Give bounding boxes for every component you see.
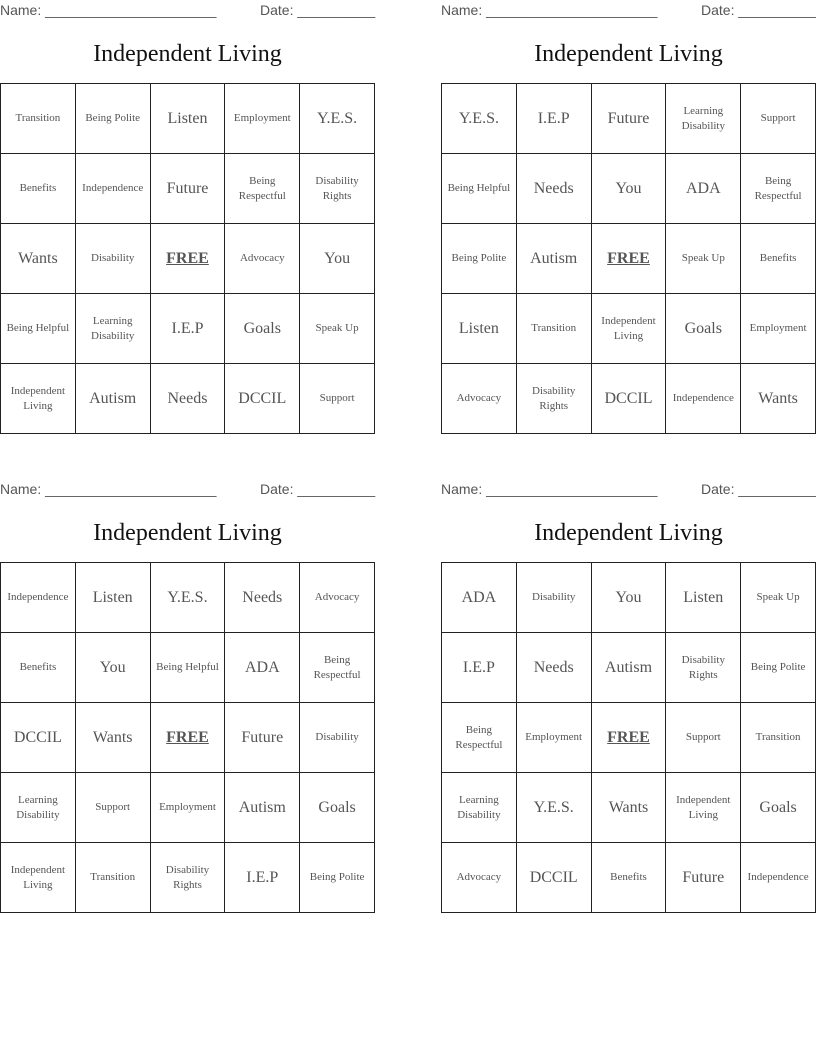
bingo-cell: Advocacy (442, 364, 517, 434)
bingo-cell: Being Respectful (300, 633, 375, 703)
bingo-cell: Autism (225, 773, 300, 843)
card-title: Independent Living (534, 520, 723, 546)
bingo-cell: Employment (151, 773, 226, 843)
bingo-cell: Speak Up (741, 563, 816, 633)
bingo-cell: Future (592, 84, 667, 154)
bingo-cell: Learning Disability (76, 294, 151, 364)
bingo-cell: Independent Living (1, 364, 76, 434)
bingo-cell: Goals (666, 294, 741, 364)
bingo-cell: ADA (225, 633, 300, 703)
bingo-cell: Learning Disability (666, 84, 741, 154)
bingo-cell: Disability Rights (151, 843, 226, 913)
name-field-label: Name: ______________________ (441, 2, 658, 18)
bingo-cell: Y.E.S. (442, 84, 517, 154)
bingo-card (0, 479, 376, 891)
bingo-cell: Benefits (592, 843, 667, 913)
bingo-card (0, 0, 376, 412)
name-date-row (441, 0, 816, 22)
name-date-row (441, 479, 816, 501)
bingo-cell: Needs (225, 563, 300, 633)
bingo-cell: Independent Living (1, 843, 76, 913)
bingo-cell: DCCIL (225, 364, 300, 434)
bingo-cell: I.E.P (151, 294, 226, 364)
bingo-cell: DCCIL (1, 703, 76, 773)
bingo-cell: Goals (300, 773, 375, 843)
bingo-cell: Employment (741, 294, 816, 364)
bingo-cell: Future (151, 154, 226, 224)
bingo-cell: Speak Up (666, 224, 741, 294)
date-field-label: Date: __________ (701, 481, 816, 497)
bingo-cell: Needs (151, 364, 226, 434)
bingo-cell: I.E.P (517, 84, 592, 154)
bingo-cell: Needs (517, 154, 592, 224)
name-field-label: Name: ______________________ (441, 481, 658, 497)
bingo-cell: Being Polite (300, 843, 375, 913)
bingo-cell: Disability Rights (666, 633, 741, 703)
bingo-cell: Transition (1, 84, 76, 154)
bingo-cell: Autism (517, 224, 592, 294)
free-space-cell: FREE (592, 224, 667, 294)
bingo-cell: Being Respectful (741, 154, 816, 224)
bingo-cell: Being Helpful (1, 294, 76, 364)
bingo-cell: Speak Up (300, 294, 375, 364)
bingo-cell: Wants (741, 364, 816, 434)
bingo-cell: Autism (76, 364, 151, 434)
bingo-cell: Independent Living (592, 294, 667, 364)
bingo-cell: Advocacy (442, 843, 517, 913)
bingo-cell: You (300, 224, 375, 294)
card-title: Independent Living (93, 520, 282, 546)
bingo-cell: You (592, 563, 667, 633)
bingo-cell: Learning Disability (1, 773, 76, 843)
free-space-cell: FREE (151, 703, 226, 773)
bingo-cell: Y.E.S. (517, 773, 592, 843)
bingo-cell: Being Respectful (225, 154, 300, 224)
bingo-cell: Y.E.S. (300, 84, 375, 154)
bingo-cell: Listen (666, 563, 741, 633)
bingo-cell: DCCIL (592, 364, 667, 434)
bingo-cell: Transition (741, 703, 816, 773)
bingo-cell: DCCIL (517, 843, 592, 913)
bingo-cell: Independence (76, 154, 151, 224)
bingo-grid (441, 562, 816, 913)
card-title: Independent Living (93, 41, 282, 67)
bingo-cell: Support (741, 84, 816, 154)
bingo-cell: I.E.P (225, 843, 300, 913)
bingo-cell: Learning Disability (442, 773, 517, 843)
card-title: Independent Living (534, 41, 723, 67)
bingo-cell: Support (76, 773, 151, 843)
bingo-cell: Being Respectful (442, 703, 517, 773)
date-field-label: Date: __________ (260, 481, 376, 497)
free-space-cell: FREE (592, 703, 667, 773)
name-field-label: Name: ______________________ (0, 481, 217, 497)
bingo-cell: Being Helpful (442, 154, 517, 224)
bingo-cell: You (76, 633, 151, 703)
bingo-cell: Wants (1, 224, 76, 294)
bingo-cell: Being Helpful (151, 633, 226, 703)
bingo-cell: Advocacy (300, 563, 375, 633)
bingo-cell: Autism (592, 633, 667, 703)
bingo-cell: Disability Rights (517, 364, 592, 434)
bingo-cell: Transition (76, 843, 151, 913)
name-field-label: Name: ______________________ (0, 2, 217, 18)
bingo-cell: Future (225, 703, 300, 773)
bingo-cell: Support (666, 703, 741, 773)
bingo-cell: Y.E.S. (151, 563, 226, 633)
bingo-cell: Being Polite (442, 224, 517, 294)
bingo-cell: Independence (666, 364, 741, 434)
bingo-card (441, 0, 816, 412)
bingo-cell: Support (300, 364, 375, 434)
name-date-row (0, 479, 375, 501)
bingo-cell: Employment (517, 703, 592, 773)
bingo-cell: Independence (741, 843, 816, 913)
bingo-cell: Goals (741, 773, 816, 843)
bingo-cell: Goals (225, 294, 300, 364)
bingo-cell: Transition (517, 294, 592, 364)
bingo-cell: Needs (517, 633, 592, 703)
name-date-row (0, 0, 375, 22)
bingo-cell: Being Polite (76, 84, 151, 154)
bingo-cell: Disability Rights (300, 154, 375, 224)
bingo-cell: Disability (76, 224, 151, 294)
date-field-label: Date: __________ (701, 2, 816, 18)
bingo-cell: Being Polite (741, 633, 816, 703)
bingo-cell: Listen (151, 84, 226, 154)
bingo-cell: Listen (442, 294, 517, 364)
bingo-cell: Listen (76, 563, 151, 633)
bingo-cell: Benefits (1, 633, 76, 703)
bingo-cell: Wants (592, 773, 667, 843)
bingo-cell: Independent Living (666, 773, 741, 843)
date-field-label: Date: __________ (260, 2, 376, 18)
bingo-cell: I.E.P (442, 633, 517, 703)
bingo-grid (0, 83, 375, 434)
bingo-grid (0, 562, 375, 913)
bingo-cell: ADA (442, 563, 517, 633)
bingo-cell: Wants (76, 703, 151, 773)
bingo-cell: Future (666, 843, 741, 913)
bingo-cell: Independence (1, 563, 76, 633)
bingo-cell: ADA (666, 154, 741, 224)
bingo-cell: Disability (300, 703, 375, 773)
bingo-cell: Advocacy (225, 224, 300, 294)
bingo-card (441, 479, 816, 886)
bingo-cell: Benefits (741, 224, 816, 294)
bingo-cell: Disability (517, 563, 592, 633)
bingo-cell: Employment (225, 84, 300, 154)
free-space-cell: FREE (151, 224, 226, 294)
bingo-grid (441, 83, 816, 434)
bingo-cell: You (592, 154, 667, 224)
bingo-cell: Benefits (1, 154, 76, 224)
